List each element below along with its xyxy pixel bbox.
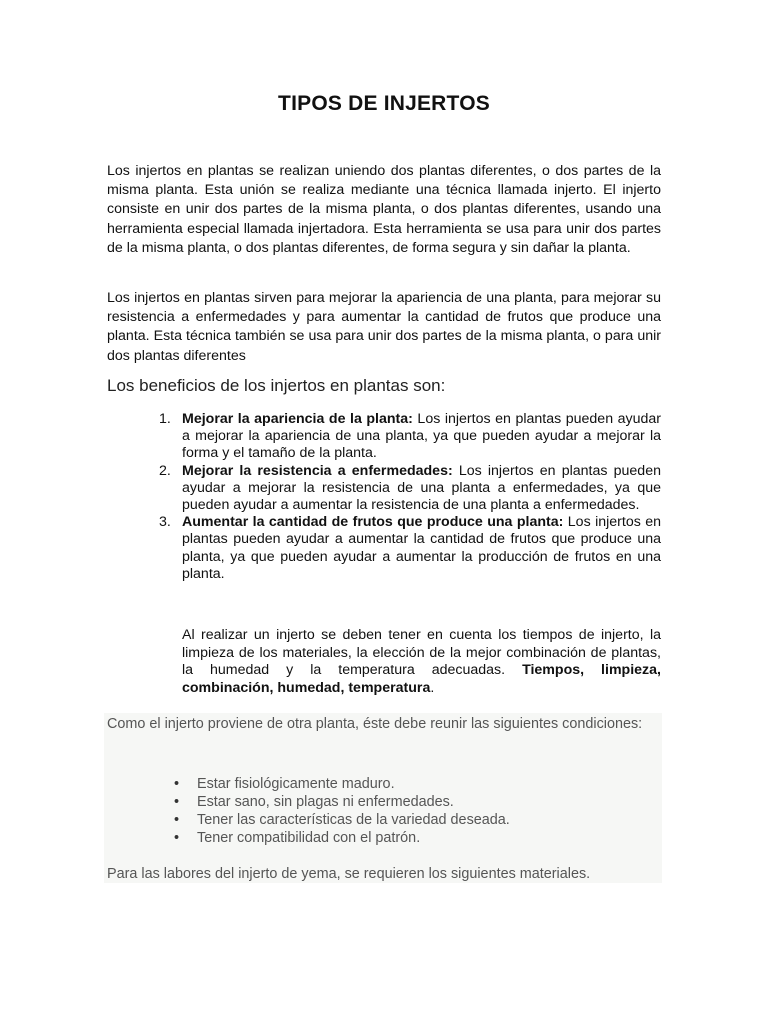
list-item [159,462,661,515]
note-text: Al realizar un injerto se deben tener en cuenta los tiempos de injerto, la limpieza de los materiales, la elección de la mejor combinación de plantas, la humedad y la temperatura adecuadas. [182,627,661,678]
bullet-icon: • [174,830,180,846]
list-item [174,775,510,793]
benefits-heading: Los beneficios de los injertos en plantas son: [107,376,446,395]
list-item [159,411,662,463]
materials-line: Para las labores del injerto de yema, se requieren los siguientes materiales. [107,866,591,882]
list-item [159,514,662,583]
list-item [174,829,510,847]
list-item [174,793,510,811]
list-item-text: Tener las características de la variedad deseada. [197,812,510,828]
page-title: TIPOS DE INJERTOS [278,92,490,115]
list-item-text: Los injertos en plantas pueden ayudar a mejorar la resistencia de una planta a enfermedades, ya que pueden ayudar a aumentar la resistencia de una planta a enfermedades. [182,462,661,514]
purpose-paragraph: Los injertos en plantas sirven para mejorar la apariencia de una planta, para mejorar su resistencia a enfermedades y para aumentar la cantidad de frutos que produce una planta. Esta técnica también se usa para unir dos partes de la misma planta, o para unir dos plantas diferentes [107,290,661,364]
list-item [174,811,510,829]
bullet-icon: • [174,794,180,810]
conditions-list [174,775,510,847]
intro-paragraph: Los injertos en plantas se realizan uniendo dos plantas diferentes, o dos partes de la misma planta. Esta unión se realiza mediante una técnica llamada injerto. El injerto consiste en unir dos partes de la misma planta, o dos plantas diferentes, usando una herramienta especial llamada injertadora. Esta herramienta se usa para unir dos partes de la misma planta, o dos plantas diferentes, de forma segura y sin dañar la planta. [107,163,661,256]
list-item-text: Los injertos en plantas pueden ayudar a mejorar la apariencia de una planta, ya que pueden ayudar a mejorar la forma y el tamaño de la planta. [182,411,662,462]
list-item-term: Mejorar la resistencia a enfermedades: [182,462,453,479]
bullet-icon: • [174,812,180,828]
list-item-term: Aumentar la cantidad de frutos que produce una planta: [182,514,564,531]
note-keywords: Tiempos, limpieza, combinación, humedad, temperatura [182,662,661,696]
conditions-intro: Como el injerto proviene de otra planta, éste debe reunir las siguientes condiciones: [107,716,643,732]
bullet-icon: • [174,776,180,792]
list-item-text: Los injertos en plantas pueden ayudar a aumentar la cantidad de frutos que produce una planta, ya que pueden ayudar a aumentar la producción de frutos en una planta. [182,514,662,582]
list-item-text: Estar sano, sin plagas ni enfermedades. [197,794,454,810]
list-item-term: Mejorar la apariencia de la planta: [182,411,413,427]
list-item-number: 2. [159,462,171,479]
grafting-note [182,627,661,697]
benefits-list [159,411,662,583]
note-end: . [430,679,435,696]
list-item-text: Tener compatibilidad con el patrón. [197,830,421,846]
list-item-number: 1. [159,411,171,427]
list-item-number: 3. [159,514,171,531]
list-item-text: Estar fisiológicamente maduro. [197,776,395,792]
